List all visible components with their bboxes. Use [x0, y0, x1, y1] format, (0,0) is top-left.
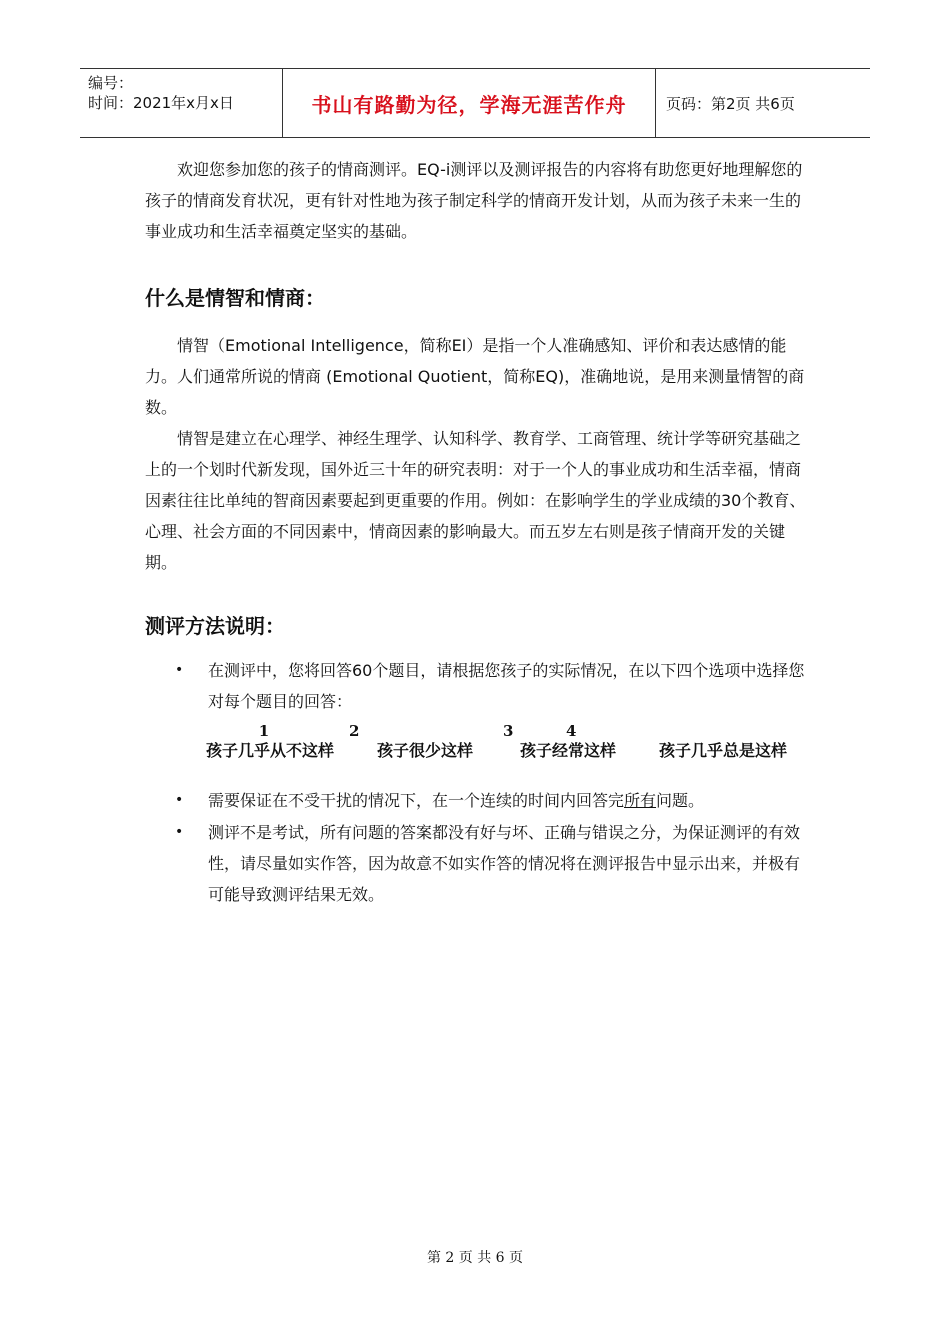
section-title-method: 测评方法说明： [145, 614, 285, 638]
header-page-info: 页码：第2页 共6页 [666, 94, 795, 113]
answer-scale [0, 722, 950, 772]
list-item [175, 655, 810, 717]
answer-option-2 [349, 722, 485, 762]
bullet-icon: • [175, 792, 184, 808]
number-label: 编号： [88, 74, 134, 92]
ei-definition-paragraph: 情智（Emotional Intelligence，简称EI）是指一个人准确感知、评价和表达感情的能力。人们通常所说的情商 (Emotional Quotient，简称EQ)，准确地说，是用来测量情智的商数。 [145, 336, 805, 417]
option-label: 孩子几乎从不这样 [205, 741, 334, 760]
bullet-text [208, 785, 810, 816]
answer-option-1 [195, 722, 345, 762]
ei-research-paragraph: 情智是建立在心理学、神经生理学、认知科学、教育学、工商管理、统计学等研究基础之上的一个划时代新发现，国外近三十年的研究表明：对于一个人的事业成功和生活幸福，情商因素往往比单纯的智商因素要起到更重要的作用。例如：在影响学生的学业成绩的30个教育、心理、社会方面的不同因素中，情商因素的影响最大。而五岁左右则是孩子情商开发的关键期。 [145, 429, 806, 572]
intro-paragraph: 欢迎您参加您的孩子的情商测评。EQ-i测评以及测评报告的内容将有助您更好地理解您的孩子的情商发育状况，更有针对性地为孩子制定科学的情商开发计划，从而为孩子未来一生的事业成功和生活幸福奠定坚实的基础。 [145, 160, 803, 241]
page-footer: 第 2 页 共 6 页 [426, 1250, 524, 1266]
page-header [80, 68, 870, 138]
option-label: 孩子几乎总是这样 [658, 741, 787, 760]
list-item [175, 785, 810, 816]
time-label: 时间：2021年x月x日 [88, 94, 234, 112]
header-meta [80, 69, 283, 137]
bullet-text-part: 需要保证在不受干扰的情况下，在一个连续的时间内回答完 [208, 791, 625, 810]
bullet-text: 在测评中，您将回答60个题目，请根据您孩子的实际情况，在以下四个选项中选择您对每个题目的回答： [208, 661, 805, 711]
header-motto: 书山有路勤为径，学海无涯苦作舟 [283, 69, 656, 137]
list-item [175, 817, 810, 910]
bullet-text-part: 问题。 [656, 791, 705, 810]
bullet-icon: • [175, 824, 184, 840]
bullet-icon: • [175, 662, 184, 678]
option-label: 孩子很少这样 [376, 741, 473, 760]
option-number: 1 [258, 722, 270, 740]
option-number: 2 [349, 722, 360, 740]
option-label: 孩子经常这样 [519, 741, 616, 760]
underlined-word: 所有 [624, 791, 657, 810]
option-number: 4 [566, 722, 577, 740]
option-number: 3 [503, 722, 514, 740]
section-title-what-is-ei: 什么是情智和情商： [145, 286, 325, 310]
bullet-text: 测评不是考试，所有问题的答案都没有好与坏、正确与错误之分，为保证测评的有效性，请尽量如实作答，因为故意不如实作答的情况将在测评报告中显示出来，并极有可能导致测评结果无效。 [208, 823, 801, 904]
